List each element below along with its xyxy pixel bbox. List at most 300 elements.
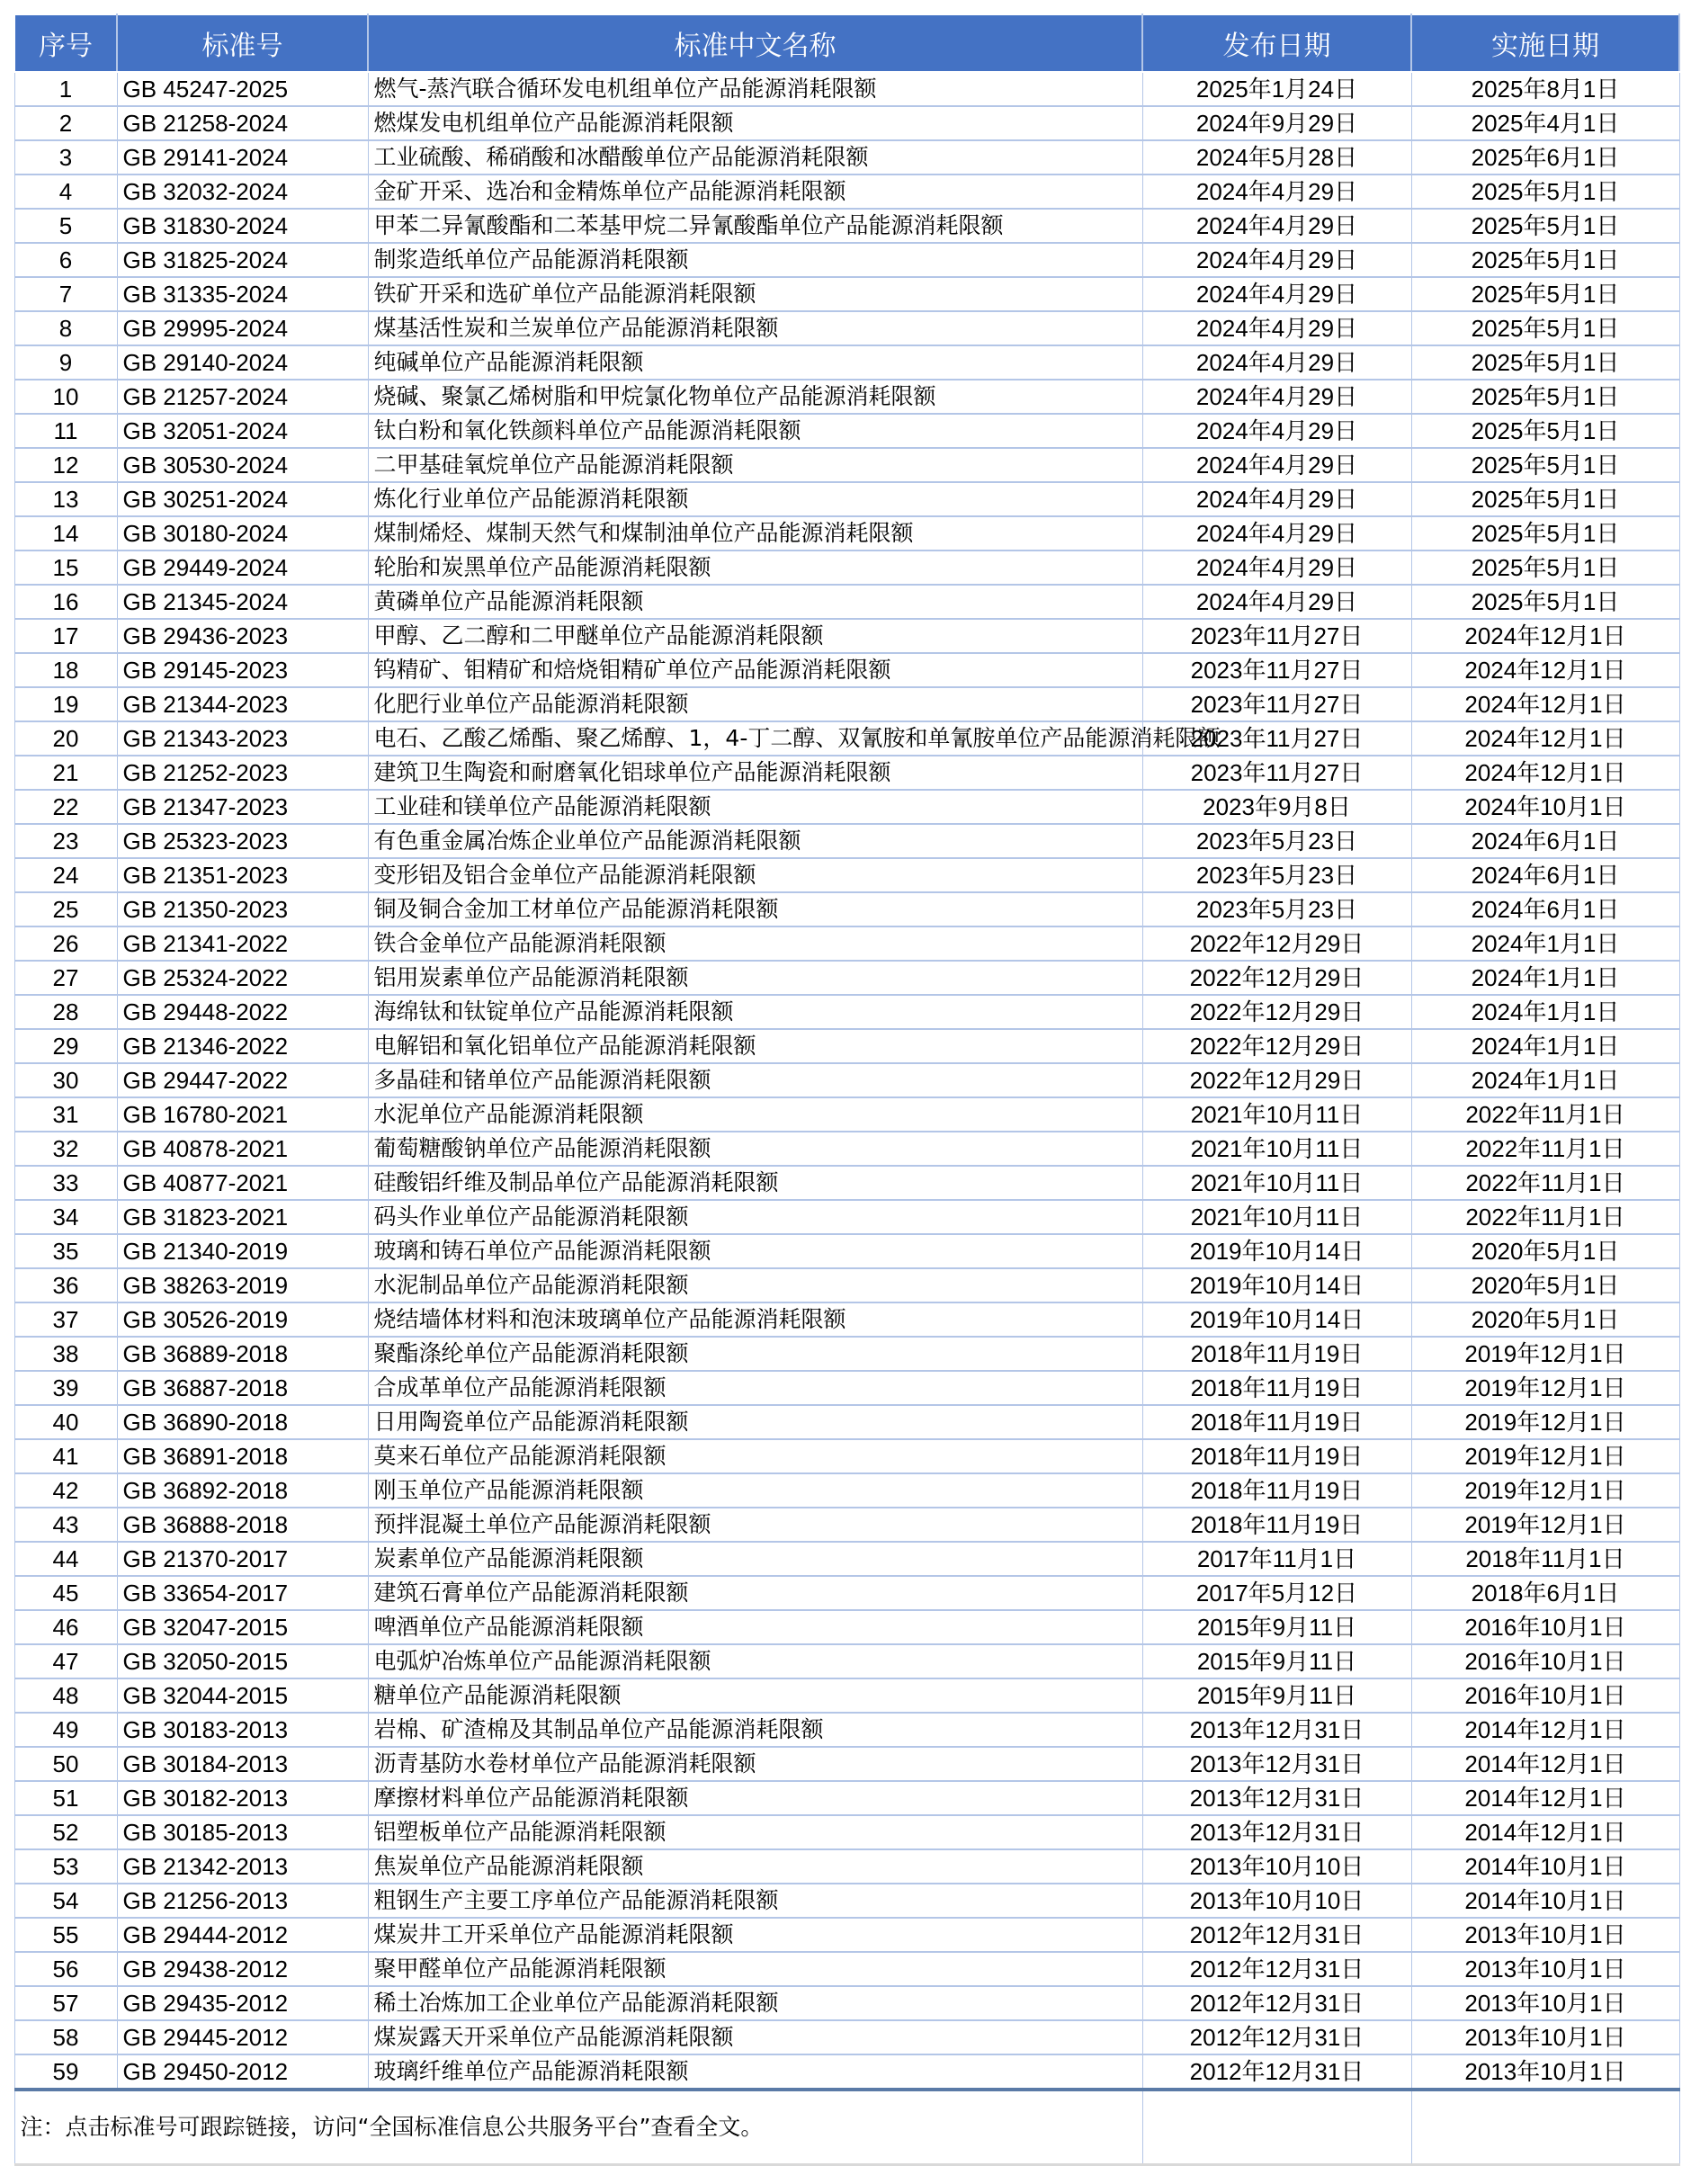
effective-date: 2013年10月1日 [1411,1952,1679,1986]
publish-date: 2024年4月29日 [1142,448,1411,482]
publish-date: 2023年11月27日 [1142,687,1411,721]
publish-date: 2015年9月11日 [1142,1644,1411,1678]
standard-number-link[interactable]: GB 32047-2015 [117,1610,368,1644]
standard-name: 岩棉、矿渣棉及其制品单位产品能源消耗限额 [368,1713,1142,1747]
standard-name: 粗钢生产主要工序单位产品能源消耗限额 [368,1884,1142,1918]
row-index: 43 [14,1508,117,1542]
row-index: 41 [14,1439,117,1473]
table-row [14,209,1679,243]
row-index: 34 [14,1200,117,1234]
table-row [14,858,1679,892]
publish-date: 2024年9月29日 [1142,106,1411,140]
table-row [14,687,1679,721]
standard-name: 建筑卫生陶瓷和耐磨氧化铝球单位产品能源消耗限额 [368,756,1142,790]
row-index: 20 [14,721,117,756]
table-row [14,1781,1679,1815]
table-row [14,380,1679,414]
row-index: 59 [14,2054,117,2090]
publish-date: 2013年12月31日 [1142,1747,1411,1781]
standard-name: 制浆造纸单位产品能源消耗限额 [368,243,1142,277]
table-row [14,1132,1679,1166]
standard-name: 多晶硅和锗单位产品能源消耗限额 [368,1063,1142,1097]
publish-date: 2024年4月29日 [1142,311,1411,345]
standard-number-link[interactable]: GB 21342-2013 [117,1849,368,1884]
table-row [14,175,1679,209]
table-row [14,1849,1679,1884]
row-index: 30 [14,1063,117,1097]
header-standard-number: 标准号 [117,14,368,72]
effective-date: 2024年12月1日 [1411,721,1679,756]
standard-name: 电石、乙酸乙烯酯、聚乙烯醇、1，4-丁二醇、双氰胺和单氰胺单位产品能源消耗限额 [368,721,1142,756]
effective-date: 2022年11月1日 [1411,1132,1679,1166]
standard-name: 葡萄糖酸钠单位产品能源消耗限额 [368,1132,1142,1166]
standard-name: 有色重金属冶炼企业单位产品能源消耗限额 [368,824,1142,858]
header-row [14,14,1679,72]
standard-number-link[interactable]: GB 21341-2022 [117,926,368,961]
publish-date: 2023年11月27日 [1142,756,1411,790]
standard-number-link[interactable]: GB 21346-2022 [117,1029,368,1063]
row-index: 3 [14,140,117,175]
standard-number-link[interactable]: GB 30182-2013 [117,1781,368,1815]
row-index: 10 [14,380,117,414]
standard-name: 烧结墙体材料和泡沫玻璃单位产品能源消耗限额 [368,1302,1142,1337]
standard-number-link[interactable]: GB 31825-2024 [117,243,368,277]
standard-name: 煤基活性炭和兰炭单位产品能源消耗限额 [368,311,1142,345]
standard-number-link[interactable]: GB 21340-2019 [117,1234,368,1268]
table-row [14,1302,1679,1337]
standard-number-link[interactable]: GB 33654-2017 [117,1576,368,1610]
effective-date: 2013年10月1日 [1411,1986,1679,2020]
effective-date: 2024年10月1日 [1411,790,1679,824]
standard-name: 稀土冶炼加工企业单位产品能源消耗限额 [368,1986,1142,2020]
effective-date: 2025年5月1日 [1411,345,1679,380]
row-index: 53 [14,1849,117,1884]
table-row [14,1952,1679,1986]
row-index: 52 [14,1815,117,1849]
standard-number-link[interactable]: GB 31335-2024 [117,277,368,311]
effective-date: 2024年12月1日 [1411,756,1679,790]
row-index: 6 [14,243,117,277]
row-index: 21 [14,756,117,790]
standard-name: 黄磷单位产品能源消耗限额 [368,585,1142,619]
publish-date: 2018年11月19日 [1142,1473,1411,1508]
row-index: 37 [14,1302,117,1337]
publish-date: 2017年11月1日 [1142,1542,1411,1576]
standard-number-link[interactable]: GB 29435-2012 [117,1986,368,2020]
table-row [14,1097,1679,1132]
standard-name: 变形铝及铝合金单位产品能源消耗限额 [368,858,1142,892]
standard-number-link[interactable]: GB 29145-2023 [117,653,368,687]
standard-number-link[interactable]: GB 21343-2023 [117,721,368,756]
standard-name: 海绵钛和钛锭单位产品能源消耗限额 [368,995,1142,1029]
standard-name: 炼化行业单位产品能源消耗限额 [368,482,1142,516]
effective-date: 2018年6月1日 [1411,1576,1679,1610]
standard-number-link[interactable]: GB 29436-2023 [117,619,368,653]
publish-date: 2018年11月19日 [1142,1508,1411,1542]
standard-name: 铁合金单位产品能源消耗限额 [368,926,1142,961]
standard-name: 聚酯涤纶单位产品能源消耗限额 [368,1337,1142,1371]
publish-date: 2018年11月19日 [1142,1337,1411,1371]
standard-number-link[interactable]: GB 29448-2022 [117,995,368,1029]
publish-date: 2018年11月19日 [1142,1405,1411,1439]
standard-number-link[interactable]: GB 30251-2024 [117,482,368,516]
publish-date: 2024年4月29日 [1142,414,1411,448]
standard-number-link[interactable]: GB 21345-2024 [117,585,368,619]
standard-number-link[interactable]: GB 29444-2012 [117,1918,368,1952]
standard-number-link[interactable]: GB 21252-2023 [117,756,368,790]
standard-number-link[interactable]: GB 40877-2021 [117,1166,368,1200]
effective-date: 2019年12月1日 [1411,1439,1679,1473]
row-index: 5 [14,209,117,243]
footnote: 注：点击标准号可跟踪链接，访问“全国标准信息公共服务平台”查看全文。 [14,2090,1142,2165]
standard-name: 煤炭露天开采单位产品能源消耗限额 [368,2020,1142,2054]
table-row [14,653,1679,687]
row-index: 31 [14,1097,117,1132]
table-row [14,1063,1679,1097]
header-effective-date: 实施日期 [1411,14,1679,72]
publish-date: 2024年4月29日 [1142,482,1411,516]
standard-number-link[interactable]: GB 32050-2015 [117,1644,368,1678]
effective-date: 2014年12月1日 [1411,1713,1679,1747]
effective-date: 2019年12月1日 [1411,1508,1679,1542]
effective-date: 2016年10月1日 [1411,1678,1679,1713]
standard-number-link[interactable]: GB 36890-2018 [117,1405,368,1439]
effective-date: 2013年10月1日 [1411,1918,1679,1952]
table-row [14,790,1679,824]
effective-date: 2024年12月1日 [1411,687,1679,721]
row-index: 8 [14,311,117,345]
effective-date: 2024年6月1日 [1411,892,1679,926]
table-row [14,1234,1679,1268]
standard-number-link[interactable]: GB 21257-2024 [117,380,368,414]
standard-number-link[interactable]: GB 21350-2023 [117,892,368,926]
publish-date: 2019年10月14日 [1142,1234,1411,1268]
row-index: 2 [14,106,117,140]
row-index: 46 [14,1610,117,1644]
standard-number-link[interactable]: GB 29438-2012 [117,1952,368,1986]
publish-date: 2025年1月24日 [1142,72,1411,106]
publish-date: 2024年4月29日 [1142,175,1411,209]
publish-date: 2015年9月11日 [1142,1610,1411,1644]
publish-date: 2022年12月29日 [1142,1029,1411,1063]
effective-date: 2016年10月1日 [1411,1610,1679,1644]
standard-number-link[interactable]: GB 21351-2023 [117,858,368,892]
table-row [14,1610,1679,1644]
standard-number-link[interactable]: GB 30180-2024 [117,516,368,550]
table-row [14,1713,1679,1747]
row-index: 48 [14,1678,117,1713]
standard-number-link[interactable]: GB 29140-2024 [117,345,368,380]
publish-date: 2023年11月27日 [1142,619,1411,653]
publish-date: 2024年4月29日 [1142,380,1411,414]
standard-number-link[interactable]: GB 32032-2024 [117,175,368,209]
table-row [14,1029,1679,1063]
publish-date: 2018年11月19日 [1142,1371,1411,1405]
table-row [14,1439,1679,1473]
publish-date: 2022年12月29日 [1142,1063,1411,1097]
table-row [14,482,1679,516]
effective-date: 2020年5月1日 [1411,1268,1679,1302]
table-row [14,619,1679,653]
standards-table [13,13,1680,2166]
standard-number-link[interactable]: GB 31823-2021 [117,1200,368,1234]
row-index: 38 [14,1337,117,1371]
standard-name: 建筑石膏单位产品能源消耗限额 [368,1576,1142,1610]
footnote-row [14,2090,1679,2165]
effective-date: 2025年5月1日 [1411,550,1679,585]
table-row [14,1918,1679,1952]
standard-number-link[interactable]: GB 40878-2021 [117,1132,368,1166]
publish-date: 2019年10月14日 [1142,1302,1411,1337]
publish-date: 2021年10月11日 [1142,1200,1411,1234]
effective-date: 2025年5月1日 [1411,277,1679,311]
row-index: 12 [14,448,117,482]
table-row [14,1986,1679,2020]
effective-date: 2025年6月1日 [1411,140,1679,175]
table-row [14,961,1679,995]
table-row [14,2054,1679,2090]
table-row [14,345,1679,380]
row-index: 26 [14,926,117,961]
table-row [14,550,1679,585]
publish-date: 2023年5月23日 [1142,824,1411,858]
standard-number-link[interactable]: GB 31830-2024 [117,209,368,243]
standard-number-link[interactable]: GB 25324-2022 [117,961,368,995]
publish-date: 2023年11月27日 [1142,721,1411,756]
standard-name: 码头作业单位产品能源消耗限额 [368,1200,1142,1234]
standard-name: 玻璃和铸石单位产品能源消耗限额 [368,1234,1142,1268]
effective-date: 2013年10月1日 [1411,2054,1679,2090]
standard-name: 烧碱、聚氯乙烯树脂和甲烷氯化物单位产品能源消耗限额 [368,380,1142,414]
table-row [14,756,1679,790]
publish-date: 2021年10月11日 [1142,1166,1411,1200]
table-row [14,721,1679,756]
header-index: 序号 [14,14,117,72]
row-index: 18 [14,653,117,687]
standard-name: 合成革单位产品能源消耗限额 [368,1371,1142,1405]
standard-number-link[interactable]: GB 36888-2018 [117,1508,368,1542]
standard-number-link[interactable]: GB 21370-2017 [117,1542,368,1576]
table-body [14,72,1679,2165]
publish-date: 2019年10月14日 [1142,1268,1411,1302]
standard-name: 啤酒单位产品能源消耗限额 [368,1610,1142,1644]
row-index: 14 [14,516,117,550]
effective-date: 2024年1月1日 [1411,926,1679,961]
standard-number-link[interactable]: GB 29141-2024 [117,140,368,175]
effective-date: 2025年5月1日 [1411,482,1679,516]
table-row [14,1576,1679,1610]
standard-number-link[interactable]: GB 36892-2018 [117,1473,368,1508]
table-row [14,1884,1679,1918]
standard-name: 莫来石单位产品能源消耗限额 [368,1439,1142,1473]
table-row [14,1747,1679,1781]
standard-name: 工业硅和镁单位产品能源消耗限额 [368,790,1142,824]
standard-name: 日用陶瓷单位产品能源消耗限额 [368,1405,1142,1439]
row-index: 25 [14,892,117,926]
publish-date: 2024年4月29日 [1142,345,1411,380]
effective-date: 2025年5月1日 [1411,243,1679,277]
effective-date: 2019年12月1日 [1411,1337,1679,1371]
row-index: 40 [14,1405,117,1439]
empty-cell [1411,2090,1679,2165]
publish-date: 2012年12月31日 [1142,1918,1411,1952]
row-index: 24 [14,858,117,892]
effective-date: 2018年11月1日 [1411,1542,1679,1576]
standard-name: 玻璃纤维单位产品能源消耗限额 [368,2054,1142,2090]
row-index: 7 [14,277,117,311]
standard-name: 沥青基防水卷材单位产品能源消耗限额 [368,1747,1142,1781]
row-index: 58 [14,2020,117,2054]
publish-date: 2015年9月11日 [1142,1678,1411,1713]
standard-number-link[interactable]: GB 21344-2023 [117,687,368,721]
standard-name: 电弧炉冶炼单位产品能源消耗限额 [368,1644,1142,1678]
row-index: 35 [14,1234,117,1268]
empty-cell [1142,2090,1411,2165]
table-row [14,140,1679,175]
publish-date: 2023年5月23日 [1142,892,1411,926]
row-index: 50 [14,1747,117,1781]
table-row [14,1166,1679,1200]
standard-number-link[interactable]: GB 29450-2012 [117,2054,368,2090]
standard-name: 甲苯二异氰酸酯和二苯基甲烷二异氰酸酯单位产品能源消耗限额 [368,209,1142,243]
table-row [14,1678,1679,1713]
effective-date: 2020年5月1日 [1411,1302,1679,1337]
standard-number-link[interactable]: GB 30526-2019 [117,1302,368,1337]
publish-date: 2024年4月29日 [1142,243,1411,277]
publish-date: 2024年4月29日 [1142,209,1411,243]
standard-number-link[interactable]: GB 21347-2023 [117,790,368,824]
standard-name: 燃气-蒸汽联合循环发电机组单位产品能源消耗限额 [368,72,1142,106]
standard-number-link[interactable]: GB 36889-2018 [117,1337,368,1371]
row-index: 28 [14,995,117,1029]
standard-number-link[interactable]: GB 45247-2025 [117,72,368,106]
row-index: 22 [14,790,117,824]
table-row [14,585,1679,619]
standard-number-link[interactable]: GB 32044-2015 [117,1678,368,1713]
row-index: 11 [14,414,117,448]
row-index: 51 [14,1781,117,1815]
publish-date: 2021年10月11日 [1142,1097,1411,1132]
standard-number-link[interactable]: GB 30185-2013 [117,1815,368,1849]
effective-date: 2020年5月1日 [1411,1234,1679,1268]
effective-date: 2019年12月1日 [1411,1371,1679,1405]
standard-name: 纯碱单位产品能源消耗限额 [368,345,1142,380]
standard-name: 煤制烯烃、煤制天然气和煤制油单位产品能源消耗限额 [368,516,1142,550]
publish-date: 2024年5月28日 [1142,140,1411,175]
standard-name: 钨精矿、钼精矿和焙烧钼精矿单位产品能源消耗限额 [368,653,1142,687]
standard-number-link[interactable]: GB 29447-2022 [117,1063,368,1097]
effective-date: 2025年5月1日 [1411,209,1679,243]
effective-date: 2013年10月1日 [1411,2020,1679,2054]
effective-date: 2025年5月1日 [1411,414,1679,448]
publish-date: 2013年10月10日 [1142,1884,1411,1918]
table-row [14,516,1679,550]
standard-name: 轮胎和炭黑单位产品能源消耗限额 [368,550,1142,585]
standard-number-link[interactable]: GB 36891-2018 [117,1439,368,1473]
standard-number-link[interactable]: GB 36887-2018 [117,1371,368,1405]
publish-date: 2013年12月31日 [1142,1713,1411,1747]
publish-date: 2024年4月29日 [1142,277,1411,311]
row-index: 17 [14,619,117,653]
row-index: 56 [14,1952,117,1986]
standard-number-link[interactable]: GB 38263-2019 [117,1268,368,1302]
table-row [14,1371,1679,1405]
standard-number-link[interactable]: GB 32051-2024 [117,414,368,448]
publish-date: 2013年12月31日 [1142,1781,1411,1815]
effective-date: 2025年5月1日 [1411,311,1679,345]
standard-number-link[interactable]: GB 30184-2013 [117,1747,368,1781]
header-chinese-name: 标准中文名称 [368,14,1142,72]
effective-date: 2016年10月1日 [1411,1644,1679,1678]
standard-name: 糖单位产品能源消耗限额 [368,1678,1142,1713]
standard-number-link[interactable]: GB 29995-2024 [117,311,368,345]
publish-date: 2021年10月11日 [1142,1132,1411,1166]
effective-date: 2024年1月1日 [1411,1063,1679,1097]
effective-date: 2025年5月1日 [1411,516,1679,550]
effective-date: 2025年5月1日 [1411,380,1679,414]
table-row [14,448,1679,482]
publish-date: 2023年5月23日 [1142,858,1411,892]
standard-name: 金矿开采、选冶和金精炼单位产品能源消耗限额 [368,175,1142,209]
publish-date: 2012年12月31日 [1142,2020,1411,2054]
standard-name: 焦炭单位产品能源消耗限额 [368,1849,1142,1884]
standard-number-link[interactable]: GB 30183-2013 [117,1713,368,1747]
table-row [14,1508,1679,1542]
standard-name: 炭素单位产品能源消耗限额 [368,1542,1142,1576]
publish-date: 2023年9月8日 [1142,790,1411,824]
header-publish-date: 发布日期 [1142,14,1411,72]
standard-number-link[interactable]: GB 16780-2021 [117,1097,368,1132]
standard-name: 化肥行业单位产品能源消耗限额 [368,687,1142,721]
standard-name: 预拌混凝土单位产品能源消耗限额 [368,1508,1142,1542]
standard-name: 水泥单位产品能源消耗限额 [368,1097,1142,1132]
standard-name: 甲醇、乙二醇和二甲醚单位产品能源消耗限额 [368,619,1142,653]
row-index: 44 [14,1542,117,1576]
standard-number-link[interactable]: GB 25323-2023 [117,824,368,858]
table-row [14,1473,1679,1508]
row-index: 33 [14,1166,117,1200]
publish-date: 2022年12月29日 [1142,961,1411,995]
standard-name: 煤炭井工开采单位产品能源消耗限额 [368,1918,1142,1952]
row-index: 13 [14,482,117,516]
standard-number-link[interactable]: GB 29445-2012 [117,2020,368,2054]
publish-date: 2024年4月29日 [1142,516,1411,550]
row-index: 16 [14,585,117,619]
row-index: 45 [14,1576,117,1610]
effective-date: 2025年5月1日 [1411,175,1679,209]
standard-number-link[interactable]: GB 30530-2024 [117,448,368,482]
effective-date: 2024年6月1日 [1411,858,1679,892]
effective-date: 2014年10月1日 [1411,1849,1679,1884]
publish-date: 2012年12月31日 [1142,1952,1411,1986]
effective-date: 2024年1月1日 [1411,995,1679,1029]
row-index: 47 [14,1644,117,1678]
standard-name: 燃煤发电机组单位产品能源消耗限额 [368,106,1142,140]
effective-date: 2014年12月1日 [1411,1747,1679,1781]
effective-date: 2025年4月1日 [1411,106,1679,140]
table-row [14,1337,1679,1371]
publish-date: 2013年12月31日 [1142,1815,1411,1849]
effective-date: 2022年11月1日 [1411,1097,1679,1132]
effective-date: 2025年5月1日 [1411,448,1679,482]
effective-date: 2024年1月1日 [1411,961,1679,995]
table-row [14,72,1679,106]
table-row [14,311,1679,345]
standard-number-link[interactable]: GB 21256-2013 [117,1884,368,1918]
effective-date: 2014年10月1日 [1411,1884,1679,1918]
standard-number-link[interactable]: GB 29449-2024 [117,550,368,585]
standard-number-link[interactable]: GB 21258-2024 [117,106,368,140]
